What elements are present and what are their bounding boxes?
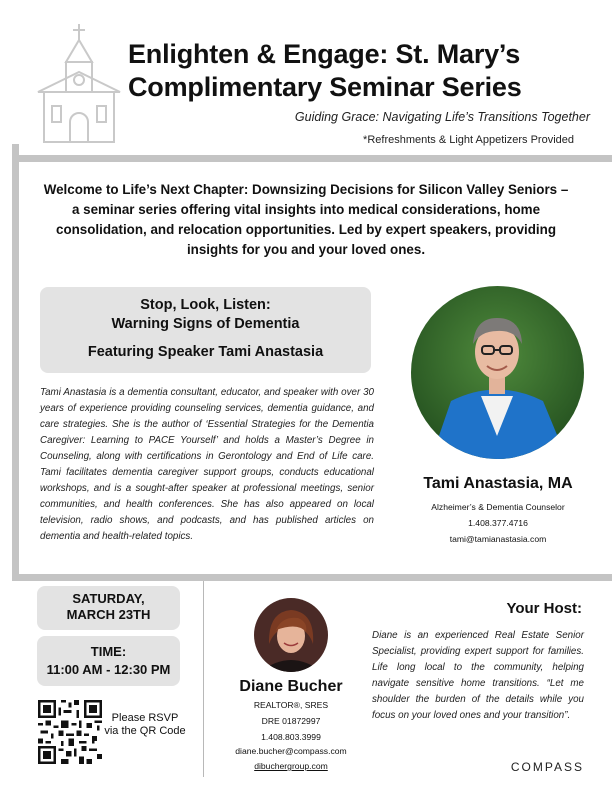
your-host-heading: Your Host: xyxy=(506,600,582,617)
host-dre: DRE 01872997 xyxy=(261,716,321,726)
speaker-photo xyxy=(411,286,584,459)
decorative-top-bar xyxy=(12,155,612,162)
seminar-title xyxy=(128,38,598,104)
rsvp-instructions: Please RSVP via the QR Code xyxy=(104,712,186,737)
topic-title xyxy=(40,296,371,334)
time-label: TIME: xyxy=(90,644,127,659)
host-bio: Diane is an experienced Real Estate Senior Specialist, providing expert support for families. Life long local to the community, helping navigate sensitive home transitions. “Let me shoulder the burden of the details while you focus on your loved ones and your transition”. xyxy=(372,630,584,721)
speaker-phone: 1.408.377.4716 xyxy=(468,518,528,528)
host-phone: 1.408.803.3999 xyxy=(261,732,321,742)
decorative-bottom-bar xyxy=(12,574,612,581)
host-title: REALTOR®, SRES xyxy=(253,700,329,710)
host-website-link[interactable]: dibuchergroup.com xyxy=(254,761,328,771)
decorative-vertical-bar xyxy=(12,144,19,574)
topic-title-line-2: Warning Signs of Dementia xyxy=(111,316,300,332)
date-line-2: MARCH 23TH xyxy=(66,607,151,622)
qr-code-icon[interactable] xyxy=(38,700,102,764)
host-email[interactable]: diane.bucher@compass.com xyxy=(235,746,347,756)
title-line-1: Enlighten & Engage: St. Mary’s xyxy=(128,39,521,69)
date-line-1: SATURDAY, xyxy=(72,591,145,606)
speaker-email: tami@tamianastasia.com xyxy=(449,534,547,544)
featured-speaker-heading: Featuring Speaker Tami Anastasia xyxy=(87,344,324,360)
speaker-bio: Tami Anastasia is a dementia consultant, educator, and speaker with over 30 years of experience providing counseling services, dementia guidance, and care strategies. She is the author of ‘Essential Strategies for the Dementia Caregiver: Learning to PACE Yourself’ and holds a Master’s Degree in Counseling, along with certifications in Gerontology and End of Life care. Tami facilitates dementia caregiver support groups, conducts educational workshops, and is a sought-after speaker at professional meetings, senior communities, and health conferences. She has also appeared on local television, radio shows, and podcasts, and has published articles on dementia and health-related topics. xyxy=(40,387,374,542)
compass-logo: COMPASS xyxy=(510,760,584,774)
seminar-subtitle: Guiding Grace: Navigating Life’s Transitions Together xyxy=(294,110,590,124)
speaker-name: Tami Anastasia, MA xyxy=(423,475,573,492)
topic-title-line-1: Stop, Look, Listen: xyxy=(140,297,271,313)
church-icon xyxy=(30,22,128,146)
event-time xyxy=(37,636,180,686)
divider xyxy=(203,581,204,777)
intro-paragraph: Welcome to Life’s Next Chapter: Downsizing Decisions for Silicon Valley Seniors – a seminar series offering vital insights into medical considerations, home consolidation, and relocation opportunities. Led by expert speakers, providing insights for you and your loved ones. xyxy=(43,182,569,257)
time-value: 11:00 AM - 12:30 PM xyxy=(46,662,171,677)
title-line-2: Complimentary Seminar Series xyxy=(128,72,522,102)
event-date xyxy=(37,586,180,630)
refreshments-note: *Refreshments & Light Appetizers Provided xyxy=(363,134,574,146)
host-name: Diane Bucher xyxy=(239,678,343,695)
host-photo xyxy=(254,598,328,672)
speaker-role: Alzheimer’s & Dementia Counselor xyxy=(431,502,565,512)
topic-box xyxy=(40,287,371,373)
